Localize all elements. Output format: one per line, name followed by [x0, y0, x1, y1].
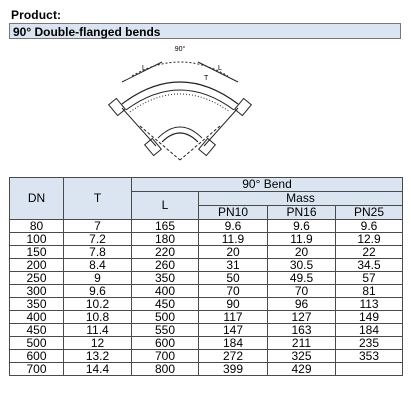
cell-pn25: 184: [336, 324, 403, 337]
l-label-right: L: [218, 65, 222, 72]
cell-t: 14.4: [64, 363, 132, 376]
cell-pn25: 353: [336, 350, 403, 363]
cell-t: 10.8: [64, 311, 132, 324]
cell-l: 180: [132, 233, 199, 246]
cell-dn: 80: [10, 220, 64, 233]
table-row: [10, 337, 403, 350]
cell-pn16: 163: [268, 324, 336, 337]
cell-pn16: 11.9: [268, 233, 336, 246]
cell-pn10: 117: [199, 311, 268, 324]
left-flange-face: [122, 108, 156, 146]
cell-t: 7.2: [64, 233, 132, 246]
cell-pn16: 49.5: [268, 272, 336, 285]
left-flange-top: [109, 98, 126, 115]
cell-l: 350: [132, 272, 199, 285]
cell-pn25: 235: [336, 337, 403, 350]
cell-t: 7.8: [64, 246, 132, 259]
cell-dn: 250: [10, 272, 64, 285]
table-row: [10, 298, 403, 311]
cell-t: 9: [64, 272, 132, 285]
table-row: [10, 220, 403, 233]
cell-dn: 700: [10, 363, 64, 376]
col-header-mass: Mass: [199, 192, 403, 206]
cell-t: 13.2: [64, 350, 132, 363]
col-header-pn25: PN25: [336, 206, 403, 220]
cell-pn10: 50: [199, 272, 268, 285]
cell-pn25: 81: [336, 285, 403, 298]
cell-l: 800: [132, 363, 199, 376]
col-header-l: L: [132, 192, 199, 220]
col-header-pn16: PN16: [268, 206, 336, 220]
cell-pn25: 113: [336, 298, 403, 311]
cell-pn16: 9.6: [268, 220, 336, 233]
cell-t: 10.2: [64, 298, 132, 311]
spec-table: [9, 177, 403, 376]
table-row: [10, 285, 403, 298]
table-body: [10, 220, 403, 376]
cell-dn: 300: [10, 285, 64, 298]
table-row: [10, 259, 403, 272]
angle-dimension-arc: [132, 62, 228, 76]
cell-pn16: 211: [268, 337, 336, 350]
cell-l: 700: [132, 350, 199, 363]
bend-hatch: [130, 94, 230, 112]
bend-outer-wall: [122, 82, 238, 104]
cell-pn16: 325: [268, 350, 336, 363]
cell-l: 165: [132, 220, 199, 233]
l-label-left: L: [142, 65, 146, 72]
cell-dn: 100: [10, 233, 64, 246]
cell-pn16: 127: [268, 311, 336, 324]
cell-l: 550: [132, 324, 199, 337]
cell-pn25: 9.6: [336, 220, 403, 233]
cell-t: 8.4: [64, 259, 132, 272]
cell-t: 7: [64, 220, 132, 233]
bend-outer-inner-line: [126, 90, 234, 110]
cell-t: 11.4: [64, 324, 132, 337]
cell-pn16: 20: [268, 246, 336, 259]
product-label: Product:: [11, 8, 62, 22]
bend-inner-wall: [162, 133, 198, 142]
cell-pn25: 34.5: [336, 259, 403, 272]
center-line-left: [140, 126, 180, 160]
cell-dn: 600: [10, 350, 64, 363]
cell-dn: 200: [10, 259, 64, 272]
col-header-t: T: [64, 178, 132, 220]
cell-pn10: 11.9: [199, 233, 268, 246]
cell-pn25: [336, 363, 403, 376]
product-subtitle: 90° Double-flanged bends: [9, 23, 401, 39]
cell-l: 220: [132, 246, 199, 259]
cell-l: 450: [132, 298, 199, 311]
cell-pn10: 90: [199, 298, 268, 311]
right-flange-bottom: [199, 138, 216, 155]
table-row: [10, 233, 403, 246]
cell-dn: 450: [10, 324, 64, 337]
col-header-bend-group: 90° Bend: [132, 178, 403, 192]
t-label: T: [204, 75, 209, 82]
cell-pn10: 9.6: [199, 220, 268, 233]
cell-pn10: 399: [199, 363, 268, 376]
cell-pn10: 184: [199, 337, 268, 350]
bend-drawing: [100, 42, 260, 170]
cell-t: 9.6: [64, 285, 132, 298]
cell-pn16: 70: [268, 285, 336, 298]
cell-pn25: 57: [336, 272, 403, 285]
cell-dn: 500: [10, 337, 64, 350]
cell-l: 400: [132, 285, 199, 298]
cell-t: 12: [64, 337, 132, 350]
cell-pn10: 31: [199, 259, 268, 272]
cell-pn25: 149: [336, 311, 403, 324]
right-flange-top: [235, 98, 252, 115]
cell-l: 500: [132, 311, 199, 324]
table-row: [10, 272, 403, 285]
left-flange-bottom: [145, 138, 162, 155]
angle-label: 90°: [174, 46, 186, 53]
cell-pn25: 12.9: [336, 233, 403, 246]
cell-dn: 150: [10, 246, 64, 259]
cell-pn10: 147: [199, 324, 268, 337]
cell-dn: 400: [10, 311, 64, 324]
table-row: [10, 246, 403, 259]
cell-dn: 350: [10, 298, 64, 311]
cell-pn10: 272: [199, 350, 268, 363]
table-row: [10, 324, 403, 337]
cell-pn25: 22: [336, 246, 403, 259]
table-row: [10, 350, 403, 363]
cell-pn16: 96: [268, 298, 336, 311]
center-line-right: [180, 126, 220, 160]
cell-l: 260: [132, 259, 199, 272]
table-row: [10, 363, 403, 376]
table-row: [10, 311, 403, 324]
cell-pn16: 30.5: [268, 259, 336, 272]
col-header-dn: DN: [10, 178, 64, 220]
cell-pn10: 20: [199, 246, 268, 259]
cell-pn10: 70: [199, 285, 268, 298]
cell-l: 600: [132, 337, 199, 350]
col-header-pn10: PN10: [199, 206, 268, 220]
right-flange-face: [204, 108, 238, 146]
cell-pn16: 429: [268, 363, 336, 376]
